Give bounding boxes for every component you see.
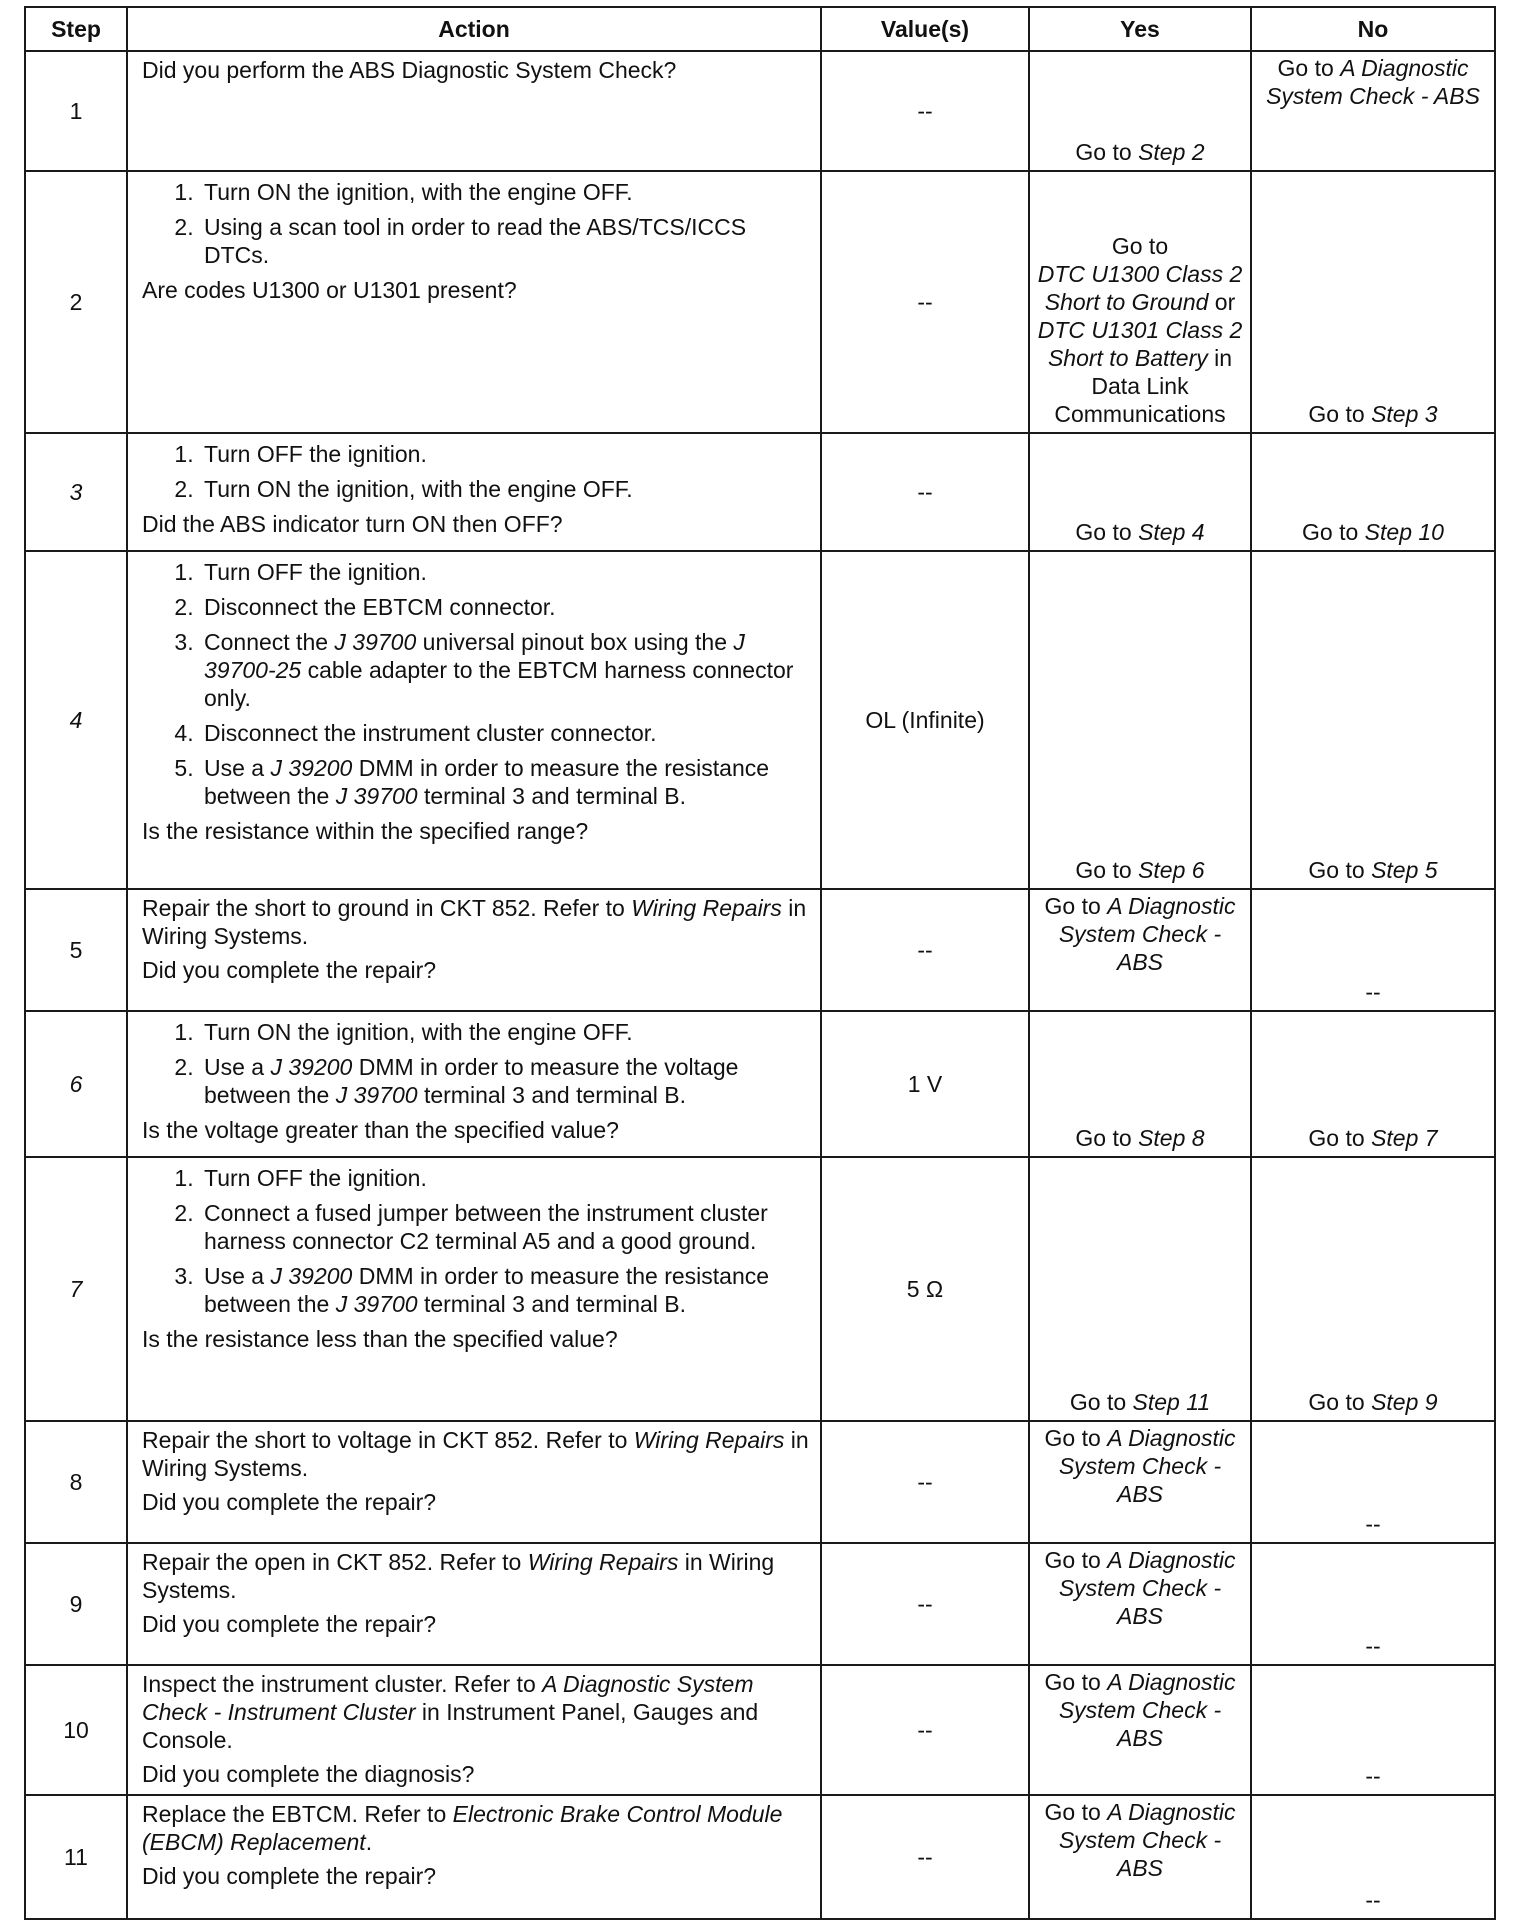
yes-text: Go to (1075, 857, 1139, 883)
yes-text: Go to (1044, 1799, 1108, 1825)
action-step: 2. Using a scan tool in order to read the ABS/TCS/ICCS DTCs. (200, 213, 810, 269)
action-step: 2. Use a J 39200 DMM in order to measure the voltage between the J 39700 terminal 3 and terminal B. (200, 1053, 810, 1109)
reference: Electronic Brake Control Module (EBCM) Replacement (142, 1801, 783, 1855)
action-question: Did you complete the repair? (142, 1489, 437, 1515)
header-action: Action (127, 7, 821, 51)
action-steps (142, 178, 810, 269)
no-link: Step 7 (1371, 1125, 1438, 1151)
yes-cell (1029, 551, 1251, 889)
step-number: 7 (25, 1157, 127, 1421)
yes-text: Go to (1069, 1389, 1133, 1415)
step-number: 6 (25, 1011, 127, 1157)
action-cell (127, 171, 821, 433)
header-no: No (1251, 7, 1495, 51)
table-row (25, 551, 1495, 889)
no-text: Go to (1308, 1389, 1372, 1415)
yes-link: DTC U1300 Class 2 Short to Ground (1037, 261, 1243, 315)
action-step: 3. Use a J 39200 DMM in order to measure the resistance between the J 39700 terminal 3 and terminal B. (200, 1262, 810, 1318)
action-question: Did you complete the diagnosis? (142, 1761, 475, 1787)
action-question: Did you complete the repair? (142, 957, 437, 983)
yes-cell (1029, 1011, 1251, 1157)
action-steps (142, 1164, 810, 1318)
action-step: 1. Turn ON the ignition, with the engine OFF. (200, 178, 810, 206)
no-text: Go to (1308, 857, 1372, 883)
no-text: Go to (1308, 401, 1372, 427)
step-number: 8 (25, 1421, 127, 1543)
yes-link: A Diagnostic System Check - ABS (1058, 1799, 1236, 1881)
action-text: Repair the short to ground in CKT 852. Refer to Wiring Repairs in Wiring Systems. (142, 895, 807, 949)
value-cell: -- (821, 433, 1029, 551)
value-cell: -- (821, 51, 1029, 171)
header-yes: Yes (1029, 7, 1251, 51)
no-cell: -- (1251, 1543, 1495, 1665)
action-text: Replace the EBTCM. Refer to Electronic Brake Control Module (EBCM) Replacement. (142, 1801, 783, 1855)
step-number: 3 (25, 433, 127, 551)
yes-cell (1029, 171, 1251, 433)
tool-reference: J 39700 (335, 783, 418, 809)
table-row (25, 1421, 1495, 1543)
value-cell: 5 Ω (821, 1157, 1029, 1421)
action-cell (127, 51, 821, 171)
value-cell: -- (821, 1543, 1029, 1665)
yes-link: Step 11 (1132, 1389, 1211, 1415)
tool-reference: J 39700 (334, 629, 417, 655)
action-question: Is the voltage greater than the specified value? (142, 1117, 619, 1143)
action-question: Did you perform the ABS Diagnostic System Check? (142, 57, 677, 83)
step-number: 9 (25, 1543, 127, 1665)
yes-cell (1029, 1543, 1251, 1665)
value-cell: -- (821, 1421, 1029, 1543)
value-cell: -- (821, 1795, 1029, 1919)
yes-text: in Data Link Communications (1054, 345, 1233, 427)
action-cell (127, 1157, 821, 1421)
reference: A Diagnostic System Check - Instrument Cluster (142, 1671, 754, 1725)
table-row (25, 171, 1495, 433)
action-cell (127, 1665, 821, 1795)
yes-cell (1029, 51, 1251, 171)
table-row (25, 1795, 1495, 1919)
yes-text: Go to (1111, 233, 1169, 259)
yes-text: or (1208, 289, 1236, 315)
yes-cell (1029, 1665, 1251, 1795)
no-cell: -- (1251, 1665, 1495, 1795)
step-number: 5 (25, 889, 127, 1011)
step-number: 2 (25, 171, 127, 433)
table-row (25, 889, 1495, 1011)
yes-link: A Diagnostic System Check - ABS (1058, 1669, 1236, 1751)
action-cell (127, 1011, 821, 1157)
reference: Wiring Repairs (633, 1427, 785, 1453)
yes-text: Go to (1044, 1547, 1108, 1573)
yes-link: Step 6 (1138, 857, 1205, 883)
action-question: Is the resistance within the specified range? (142, 818, 589, 844)
yes-link: Step 4 (1138, 519, 1205, 545)
no-text: Go to (1302, 519, 1365, 545)
diagnostic-table (24, 6, 1496, 1920)
yes-link: DTC U1301 Class 2 Short to Battery (1037, 317, 1243, 371)
step-number: 4 (25, 551, 127, 889)
yes-cell (1029, 889, 1251, 1011)
tool-reference: J 39200 (270, 1054, 353, 1080)
header-values: Value(s) (821, 7, 1029, 51)
no-cell: -- (1251, 1421, 1495, 1543)
reference: Wiring Repairs (527, 1549, 679, 1575)
no-link: Step 9 (1371, 1389, 1438, 1415)
value-cell: 1 V (821, 1011, 1029, 1157)
yes-text: Go to (1044, 1669, 1108, 1695)
tool-reference: J 39700-25 (204, 629, 745, 683)
yes-cell (1029, 1157, 1251, 1421)
yes-text: Go to (1075, 1125, 1139, 1151)
header-step: Step (25, 7, 127, 51)
no-link: Step 3 (1371, 401, 1438, 427)
no-text: Go to (1277, 55, 1341, 81)
action-question: Did you complete the repair? (142, 1863, 437, 1889)
no-cell: -- (1251, 1795, 1495, 1919)
action-steps (142, 558, 810, 810)
no-cell (1251, 51, 1495, 171)
no-cell: -- (1251, 889, 1495, 1011)
tool-reference: J 39700 (335, 1082, 418, 1108)
table-row (25, 51, 1495, 171)
yes-link: A Diagnostic System Check - ABS (1058, 893, 1236, 975)
action-cell (127, 551, 821, 889)
yes-link: Step 2 (1138, 139, 1205, 165)
yes-cell (1029, 433, 1251, 551)
no-cell (1251, 551, 1495, 889)
table-row (25, 1543, 1495, 1665)
value-cell: -- (821, 889, 1029, 1011)
table-row (25, 433, 1495, 551)
step-number: 10 (25, 1665, 127, 1795)
action-cell (127, 1795, 821, 1919)
action-step: 1. Turn ON the ignition, with the engine OFF. (200, 1018, 810, 1046)
action-text: Inspect the instrument cluster. Refer to A Diagnostic System Check - Instrument Cluster in Instrument Panel, Gauges and Console. (142, 1671, 759, 1753)
yes-text: Go to (1075, 139, 1139, 165)
action-text: Repair the short to voltage in CKT 852. Refer to Wiring Repairs in Wiring Systems. (142, 1427, 809, 1481)
value-cell: -- (821, 171, 1029, 433)
action-steps (142, 440, 810, 503)
action-cell (127, 1543, 821, 1665)
action-step: 2. Disconnect the EBTCM connector. (200, 593, 810, 621)
action-step: 4. Disconnect the instrument cluster connector. (200, 719, 810, 747)
action-step: 2. Turn ON the ignition, with the engine OFF. (200, 475, 810, 503)
no-cell (1251, 1157, 1495, 1421)
action-step: 1. Turn OFF the ignition. (200, 440, 810, 468)
no-link: Step 10 (1364, 519, 1444, 545)
yes-cell (1029, 1421, 1251, 1543)
no-cell (1251, 171, 1495, 433)
action-step: 2. Connect a fused jumper between the instrument cluster harness connector C2 terminal A5 and a good ground. (200, 1199, 810, 1255)
action-cell (127, 433, 821, 551)
step-number: 11 (25, 1795, 127, 1919)
yes-text: Go to (1044, 893, 1108, 919)
tool-reference: J 39200 (270, 755, 353, 781)
action-cell (127, 889, 821, 1011)
no-text: Go to (1308, 1125, 1372, 1151)
table-row (25, 1157, 1495, 1421)
yes-link: Step 8 (1138, 1125, 1205, 1151)
reference: Wiring Repairs (631, 895, 782, 921)
action-question: Is the resistance less than the specified value? (142, 1326, 618, 1352)
value-cell: OL (Infinite) (821, 551, 1029, 889)
header-row (25, 7, 1495, 51)
yes-text: Go to (1044, 1425, 1108, 1451)
yes-link: A Diagnostic System Check - ABS (1058, 1425, 1236, 1507)
tool-reference: J 39200 (270, 1263, 353, 1289)
no-cell (1251, 433, 1495, 551)
action-question: Did you complete the repair? (142, 1611, 437, 1637)
action-steps (142, 1018, 810, 1109)
action-step: 3. Connect the J 39700 universal pinout box using the J 39700-25 cable adapter to the EBTCM harness connector only. (200, 628, 810, 712)
no-cell (1251, 1011, 1495, 1157)
tool-reference: J 39700 (335, 1291, 418, 1317)
table-row (25, 1665, 1495, 1795)
action-question: Did the ABS indicator turn ON then OFF? (142, 511, 563, 537)
action-cell (127, 1421, 821, 1543)
action-step: 5. Use a J 39200 DMM in order to measure the resistance between the J 39700 terminal 3 and terminal B. (200, 754, 810, 810)
table-row (25, 1011, 1495, 1157)
step-number: 1 (25, 51, 127, 171)
action-step: 1. Turn OFF the ignition. (200, 558, 810, 586)
yes-text: Go to (1075, 519, 1139, 545)
action-text: Repair the open in CKT 852. Refer to Wiring Repairs in Wiring Systems. (142, 1549, 775, 1603)
no-link: A Diagnostic System Check - ABS (1266, 55, 1480, 109)
yes-cell (1029, 1795, 1251, 1919)
action-question: Are codes U1300 or U1301 present? (142, 277, 517, 303)
no-link: Step 5 (1371, 857, 1438, 883)
value-cell: -- (821, 1665, 1029, 1795)
action-step: 1. Turn OFF the ignition. (200, 1164, 810, 1192)
yes-link: A Diagnostic System Check - ABS (1058, 1547, 1236, 1629)
